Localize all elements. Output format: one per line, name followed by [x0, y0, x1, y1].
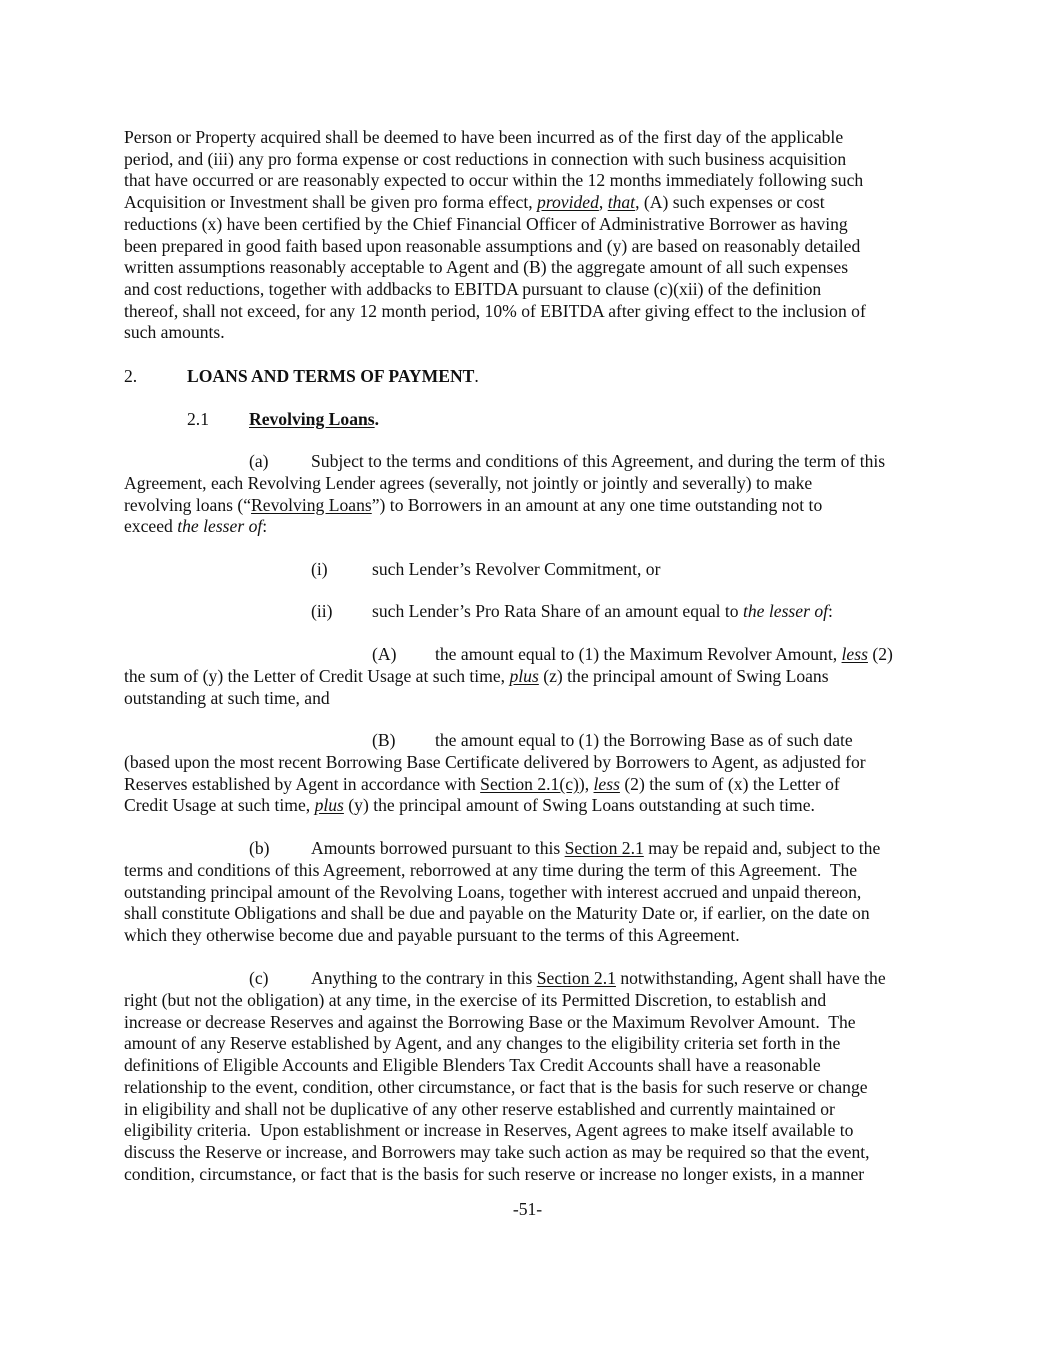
text-line — [124, 321, 225, 343]
text-line — [124, 794, 815, 816]
text-segment: ”) to Borrowers in an amount at any one time outstanding not to — [371, 494, 823, 515]
text-line — [311, 837, 880, 859]
text-segment: terms and conditions of this Agreement, reborrowed at any time during the term of this Agreement. The — [124, 860, 858, 880]
para-a-label: (a) — [249, 451, 269, 471]
text-segment: , — [598, 192, 608, 213]
text-line — [124, 213, 848, 235]
text-segment: thereof, shall not exceed, for any 12 month period, 10% of EBITDA after giving effect to the inclusion of — [124, 300, 866, 321]
text-line — [124, 773, 840, 795]
text-segment: Reserves established by Agent in accordance with — [124, 773, 481, 794]
clause-A-label: (A) — [372, 644, 397, 664]
para-c-label: (c) — [249, 968, 269, 988]
text-segment: , (A) such expenses or cost — [635, 192, 825, 213]
text-line — [124, 1163, 864, 1185]
text-segment: such amounts. — [124, 322, 225, 343]
text-segment: right (but not the obligation) at any time, in the exercise of its Permitted Discretion, to establish and — [124, 990, 827, 1010]
para-b-label: (b) — [249, 838, 270, 858]
text-segment: Subject to the terms and conditions of this Agreement, and during the term of this — [311, 451, 886, 471]
emphasis-text: the lesser of — [743, 601, 829, 621]
text-line — [124, 1054, 821, 1076]
text-line — [124, 924, 740, 946]
text-segment: Person or Property acquired shall be deemed to have been incurred as of the first day of the applicable — [124, 127, 844, 147]
text-line — [124, 902, 870, 924]
text-line — [435, 643, 893, 665]
emphasis-text: less — [841, 644, 868, 664]
text-line — [124, 1011, 856, 1033]
text-line — [124, 1098, 835, 1120]
text-segment: : — [262, 516, 268, 537]
text-line — [124, 665, 829, 687]
clause-B-label: (B) — [372, 730, 396, 750]
text-line — [124, 148, 846, 170]
text-segment: shall constitute Obligations and shall be due and payable on the Maturity Date or, if earlier, on the date on — [124, 903, 870, 924]
text-line — [124, 278, 821, 300]
section-2-heading — [187, 365, 479, 387]
emphasis-text: plus — [509, 666, 539, 686]
text-segment: such Lender’s Pro Rata Share of an amount equal to — [372, 601, 743, 621]
cross-reference: Section 2.1 — [536, 968, 616, 988]
section-2-1-heading — [249, 408, 379, 430]
cross-reference: Section 2.1(c) — [480, 773, 579, 794]
text-segment: definitions of Eligible Accounts and Eligible Blenders Tax Credit Accounts shall have a reasonable — [124, 1055, 821, 1076]
text-line — [311, 450, 885, 472]
text-segment: Acquisition or Investment shall be given pro forma effect, — [124, 192, 538, 213]
text-line — [372, 558, 660, 580]
text-segment: may be repaid and, subject to the — [643, 838, 881, 858]
text-line — [124, 989, 826, 1011]
text-segment: the amount equal to (1) the Borrowing Base as of such date — [435, 730, 853, 750]
text-segment: relationship to the event, condition, other circumstance, or fact that is the basis for such reserve or change — [124, 1076, 868, 1097]
cross-reference: Section 2.1 — [564, 838, 644, 858]
text-line — [124, 126, 843, 148]
text-segment: the amount equal to (1) the Maximum Revolver Amount, — [435, 644, 842, 664]
text-segment: period, and (iii) any pro forma expense or cost reductions in connection with such business acquisition — [124, 148, 847, 169]
text-segment: the sum of (y) the Letter of Credit Usage at such time, — [124, 666, 510, 686]
text-segment: that have occurred or are reasonably expected to occur within the 12 months immediately following such — [124, 170, 864, 191]
emphasis-text: the lesser of — [177, 516, 263, 537]
text-line — [124, 859, 857, 881]
text-segment: (2) the sum of (x) the Letter of — [619, 773, 840, 794]
text-segment: increase or decrease Reserves and against the Borrowing Base or the Maximum Revolver Amount. The — [124, 1011, 856, 1032]
text-segment: Anything to the contrary in this — [311, 968, 537, 988]
text-segment: Agreement, each Revolving Lender agrees (severally, not jointly or jointly and severally) to make — [124, 473, 813, 493]
text-line — [435, 729, 853, 751]
text-line — [124, 1076, 868, 1098]
section-2-1-number: 2.1 — [187, 409, 209, 429]
text-line — [372, 600, 833, 622]
emphasis-text: provided — [537, 192, 599, 213]
text-segment: condition, circumstance, or fact that is the basis for such reserve or increase no longer exists, in a manner — [124, 1163, 865, 1184]
text-segment: discuss the Reserve or increase, and Borrowers may take such action as may be required so that the event, — [124, 1141, 870, 1162]
emphasis-text: plus — [314, 795, 344, 816]
section-2-title-period: . — [474, 366, 479, 386]
page-number: -51- — [512, 1199, 543, 1219]
clause-i-label: (i) — [311, 559, 328, 579]
text-segment: (y) the principal amount of Swing Loans outstanding at such time. — [343, 795, 815, 816]
text-segment: eligibility criteria. Upon establishment or increase in Reserves, Agent agrees to make itself available to — [124, 1120, 854, 1141]
text-segment: reductions (x) have been certified by the Chief Financial Officer of Administrative Borrower as having — [124, 213, 848, 234]
text-segment: and cost reductions, together with addbacks to EBITDA pursuant to clause (c)(xii) of the definition — [124, 278, 822, 299]
section-2-title: LOANS AND TERMS OF PAYMENT — [187, 366, 475, 386]
text-segment: such Lender’s Revolver Commitment, or — [372, 559, 661, 579]
text-line — [124, 1032, 840, 1054]
text-segment: outstanding at such time, and — [124, 687, 330, 708]
text-segment: (based upon the most recent Borrowing Base Certificate delivered by Borrowers to Agent, as adjusted for — [124, 752, 866, 772]
section-2-number: 2. — [124, 366, 138, 386]
text-line — [124, 169, 863, 191]
text-segment: been prepared in good faith based upon reasonable assumptions and (y) are based on reasonably detailed — [124, 235, 861, 256]
text-line — [124, 1119, 853, 1141]
emphasis-text: that — [607, 192, 636, 213]
text-segment: written assumptions reasonably acceptable to Agent and (B) the aggregate amount of all such expenses — [124, 257, 849, 278]
section-2-1-title: Revolving Loans — [249, 409, 375, 429]
text-segment: amount of any Reserve established by Agent, and any changes to the eligibility criteria set forth in the — [124, 1033, 841, 1054]
text-line — [124, 256, 848, 278]
text-line — [311, 967, 886, 989]
text-line — [124, 687, 330, 709]
text-line — [124, 751, 866, 773]
text-segment: (2) — [867, 644, 893, 664]
section-2-1-title-period: . — [374, 409, 380, 429]
text-segment: outstanding principal amount of the Revolving Loans, together with interest accrued and unpaid thereon, — [124, 881, 862, 902]
text-segment: in eligibility and shall not be duplicative of any other reserve established and currently maintained or — [124, 1098, 835, 1119]
text-line — [124, 191, 825, 213]
text-line — [124, 1141, 870, 1163]
text-segment: Amounts borrowed pursuant to this — [311, 838, 565, 858]
text-line — [124, 881, 861, 903]
text-segment: (z) the principal amount of Swing Loans — [538, 666, 829, 686]
text-segment: Credit Usage at such time, — [124, 795, 315, 816]
text-segment: notwithstanding, Agent shall have the — [615, 968, 886, 988]
cross-reference: Revolving Loans — [251, 494, 372, 515]
text-segment: : — [828, 601, 833, 621]
text-segment: exceed — [124, 516, 178, 537]
text-segment: which they otherwise become due and payable pursuant to the terms of this Agreement. — [124, 925, 740, 946]
text-line — [124, 494, 822, 516]
text-line — [124, 300, 866, 322]
clause-ii-label: (ii) — [311, 601, 333, 621]
emphasis-text: less — [593, 773, 620, 794]
text-line — [124, 472, 812, 494]
text-segment: ), — [578, 773, 594, 794]
text-line — [124, 515, 267, 537]
text-line — [124, 235, 860, 257]
text-segment: revolving loans (“ — [124, 494, 252, 515]
